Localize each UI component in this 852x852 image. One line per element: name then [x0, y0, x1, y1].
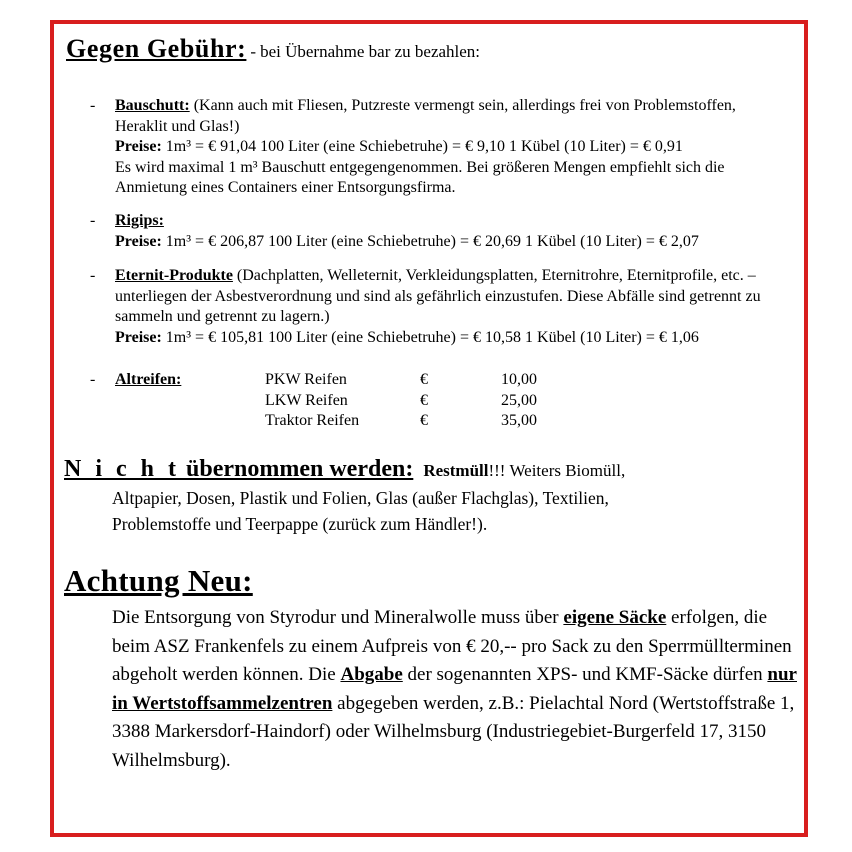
bullet-dash: - — [90, 97, 96, 114]
attention-emphasis-wertstoffsammelzentren: nur in Wertstoffsammelzentren — [112, 664, 797, 714]
rigips-price-line: 1m³ = € 206,87 100 Liter (eine Schiebetruhe) = € 20,69 1 Kübel (10 Liter) = € 2,07 — [165, 232, 699, 250]
tyre-amount: 10,00 — [501, 371, 537, 388]
attention-heading: Achtung Neu: — [64, 563, 253, 598]
tyre-amount: 35,00 — [501, 412, 537, 429]
tyre-name: LKW Reifen — [265, 391, 348, 409]
fees-heading-dash: - — [250, 42, 257, 61]
table-row — [265, 370, 537, 391]
not-accepted-heading-spaced: N i c h t — [64, 456, 180, 482]
not-accepted-lead-tail: Weiters Biomüll, — [509, 461, 626, 480]
eternit-line-1 — [115, 266, 790, 328]
bauschutt-description: (Kann auch mit Fliesen, Putzreste vermengt sein, allerdings frei von Problemstoffen, Heraklit und Glas!) — [115, 97, 736, 135]
tyre-currency: € — [420, 391, 428, 409]
list-item-altreifen — [90, 370, 790, 432]
bauschutt-price-line: 1m³ = € 91,04 100 Liter (eine Schiebetruhe) = € 9,10 1 Kübel (10 Liter) = € 0,91 — [165, 138, 683, 155]
tyre-currency: € — [420, 412, 428, 429]
table-row — [265, 391, 537, 412]
bauschutt-price-row — [115, 137, 790, 158]
attention-emphasis-eigene-saecke: eigene Säcke — [563, 607, 667, 628]
eternit-body — [115, 266, 790, 348]
attention-text-a: Die Entsorgung von Styrodur und Mineralwolle muss über — [112, 607, 564, 628]
tyre-price-table — [265, 370, 537, 432]
fees-heading-suffix: bei Übernahme bar zu bezahlen: — [260, 42, 481, 61]
attention-text-g: abgegeben werden, z.B.: Pielachtal Nord (Wertstoffstraße 1, 3388 Markersdorf-Haindorf) oder Wilhelmsburg (Industriegebiet-Burgerfeld 17, 3150 Wilhelmsburg). — [112, 692, 795, 771]
section-attention — [64, 562, 804, 775]
bauschutt-title: Bauschutt: — [115, 97, 190, 114]
bauschutt-line-1 — [115, 96, 790, 137]
tyre-name: PKW Reifen — [265, 371, 347, 388]
attention-emphasis-abgabe: Abgabe — [340, 664, 403, 685]
eternit-price-row — [115, 328, 790, 349]
section-not-accepted — [64, 456, 804, 537]
bauschutt-body — [115, 96, 790, 199]
bullet-dash: - — [90, 212, 96, 229]
not-accepted-heading-row — [64, 456, 804, 485]
rigips-price-row — [115, 232, 790, 253]
not-accepted-heading-rest: übernommen werden: — [186, 456, 414, 482]
not-accepted-line-3: Problemstoffe und Teerpappe (zurück zum Händler!). — [112, 514, 488, 534]
attention-text-c: erfolgen, die beim ASZ Frankenfels zu einem Aufpreis von € 20,-- pro Sack zu den Sperrmüllterminen abgeholt werden können. Die — [112, 607, 792, 685]
not-accepted-emphasis: Restmüll — [423, 461, 489, 480]
tyre-amount: 25,00 — [501, 391, 537, 409]
list-item-rigips — [90, 211, 790, 252]
rigips-price-label: Preise: — [115, 232, 162, 250]
altreifen-body — [115, 370, 790, 432]
eternit-title: Eternit-Produkte — [115, 267, 233, 284]
rigips-title: Rigips: — [115, 212, 164, 229]
not-accepted-heading — [64, 456, 413, 482]
not-accepted-exclaim: !!! — [488, 461, 506, 480]
attention-text-e: der sogenannten XPS- und KMF-Säcke dürfen — [402, 664, 768, 685]
fees-heading-row — [66, 34, 480, 64]
attention-heading-wrap — [64, 562, 804, 600]
rigips-body — [115, 211, 790, 252]
eternit-price-label: Preise: — [115, 328, 162, 346]
bullet-dash: - — [90, 371, 96, 388]
not-accepted-line-2: Altpapier, Dosen, Plastik und Folien, Glas (außer Flachglas), Textilien, — [112, 488, 609, 508]
eternit-description: (Dachplatten, Welleternit, Verkleidungsplatten, Eternitrohre, Eternitprofile, etc. – unterliegen der Asbestverordnung und sind als gefährlich einzustufen. Diese Abfälle sind getrennt zu sammeln und getrennt zu lagern.) — [115, 267, 761, 325]
rigips-title-row — [115, 211, 790, 232]
list-item-eternit — [90, 266, 790, 348]
bullet-dash: - — [90, 267, 96, 284]
list-item-bauschutt — [90, 96, 790, 199]
tyre-name: Traktor Reifen — [265, 412, 360, 429]
fees-heading: Gegen Gebühr: — [66, 34, 247, 63]
table-row — [265, 411, 537, 432]
altreifen-title: Altreifen: — [115, 371, 182, 388]
tyre-currency: € — [420, 371, 428, 388]
bauschutt-note: Es wird maximal 1 m³ Bauschutt entgegengenommen. Bei größeren Mengen empfiehlt sich die Anmietung eines Containers einer Entsorgungsfirma. — [115, 158, 725, 196]
eternit-price-line: 1m³ = € 105,81 100 Liter (eine Schiebetruhe) = € 10,58 1 Kübel (10 Liter) = € 1,06 — [165, 328, 699, 346]
bauschutt-price-label: Preise: — [115, 138, 162, 155]
attention-paragraph — [112, 604, 804, 775]
